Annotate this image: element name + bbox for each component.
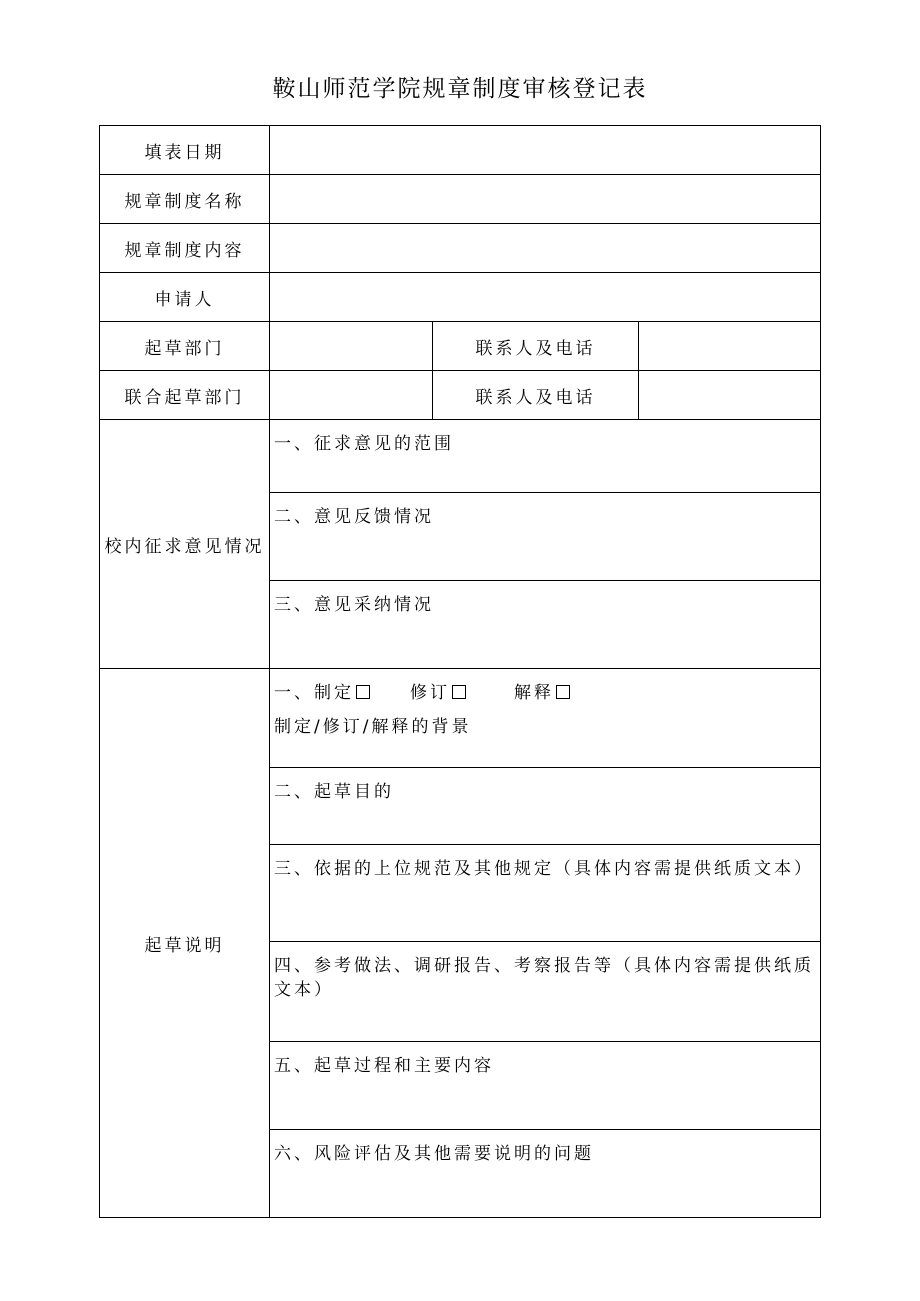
feedback-field[interactable] xyxy=(270,493,821,581)
enact-checkbox[interactable] xyxy=(356,685,370,699)
consultation-scope-field[interactable] xyxy=(270,420,821,493)
registration-form-table xyxy=(99,125,821,1218)
regulation-content-field[interactable] xyxy=(270,224,821,273)
form-title: 鞍山师范学院规章制度审核登记表 xyxy=(272,76,648,102)
reference-practice-field[interactable] xyxy=(270,942,821,1042)
regulation-name-field[interactable] xyxy=(270,175,821,224)
joint-drafting-dept-field[interactable] xyxy=(270,371,433,420)
process-content-label: 五、起草过程和主要内容 xyxy=(274,1056,494,1076)
contact-phone-field-1[interactable] xyxy=(639,322,821,371)
drafting-purpose-field[interactable] xyxy=(270,768,821,845)
option-enact-label: 制定 xyxy=(314,683,354,703)
drafting-purpose-label: 二、起草目的 xyxy=(274,782,394,802)
regulation-content-label: 规章制度内容 xyxy=(100,224,270,273)
joint-drafting-dept-label: 联合起草部门 xyxy=(100,371,270,420)
adoption-label: 三、意见采纳情况 xyxy=(274,595,434,615)
adoption-field[interactable] xyxy=(270,581,821,669)
process-content-field[interactable] xyxy=(270,1042,821,1130)
applicant-field[interactable] xyxy=(270,273,821,322)
consultation-scope-label: 一、征求意见的范围 xyxy=(274,434,454,454)
reference-practice-label: 四、参考做法、调研报告、考察报告等（具体内容需提供纸质文本） xyxy=(274,956,814,1000)
consultation-label: 校内征求意见情况 xyxy=(100,420,270,669)
risk-assessment-field[interactable] xyxy=(270,1130,821,1218)
fill-date-field[interactable] xyxy=(270,126,821,175)
risk-assessment-label: 六、风险评估及其他需要说明的问题 xyxy=(274,1144,594,1164)
contact-phone-field-2[interactable] xyxy=(639,371,821,420)
legal-basis-field[interactable] xyxy=(270,845,821,942)
feedback-label: 二、意见反馈情况 xyxy=(274,507,434,527)
fill-date-label: 填表日期 xyxy=(100,126,270,175)
interpret-checkbox[interactable] xyxy=(556,685,570,699)
drafting-dept-field[interactable] xyxy=(270,322,433,371)
draft-type-field[interactable] xyxy=(270,669,821,768)
contact-phone-label-1: 联系人及电话 xyxy=(433,322,639,371)
background-label: 制定/修订/解释的背景 xyxy=(274,717,472,737)
contact-phone-label-2: 联系人及电话 xyxy=(433,371,639,420)
drafting-dept-label: 起草部门 xyxy=(100,322,270,371)
draft-type-prefix: 一、 xyxy=(274,683,314,703)
option-interpret-label: 解释 xyxy=(514,683,554,703)
legal-basis-label: 三、依据的上位规范及其他规定（具体内容需提供纸质文本） xyxy=(274,859,814,879)
option-revise-label: 修订 xyxy=(410,683,450,703)
revise-checkbox[interactable] xyxy=(452,685,466,699)
draft-type-options xyxy=(274,681,820,705)
regulation-name-label: 规章制度名称 xyxy=(100,175,270,224)
drafting-notes-label: 起草说明 xyxy=(100,669,270,1218)
applicant-label: 申请人 xyxy=(100,273,270,322)
